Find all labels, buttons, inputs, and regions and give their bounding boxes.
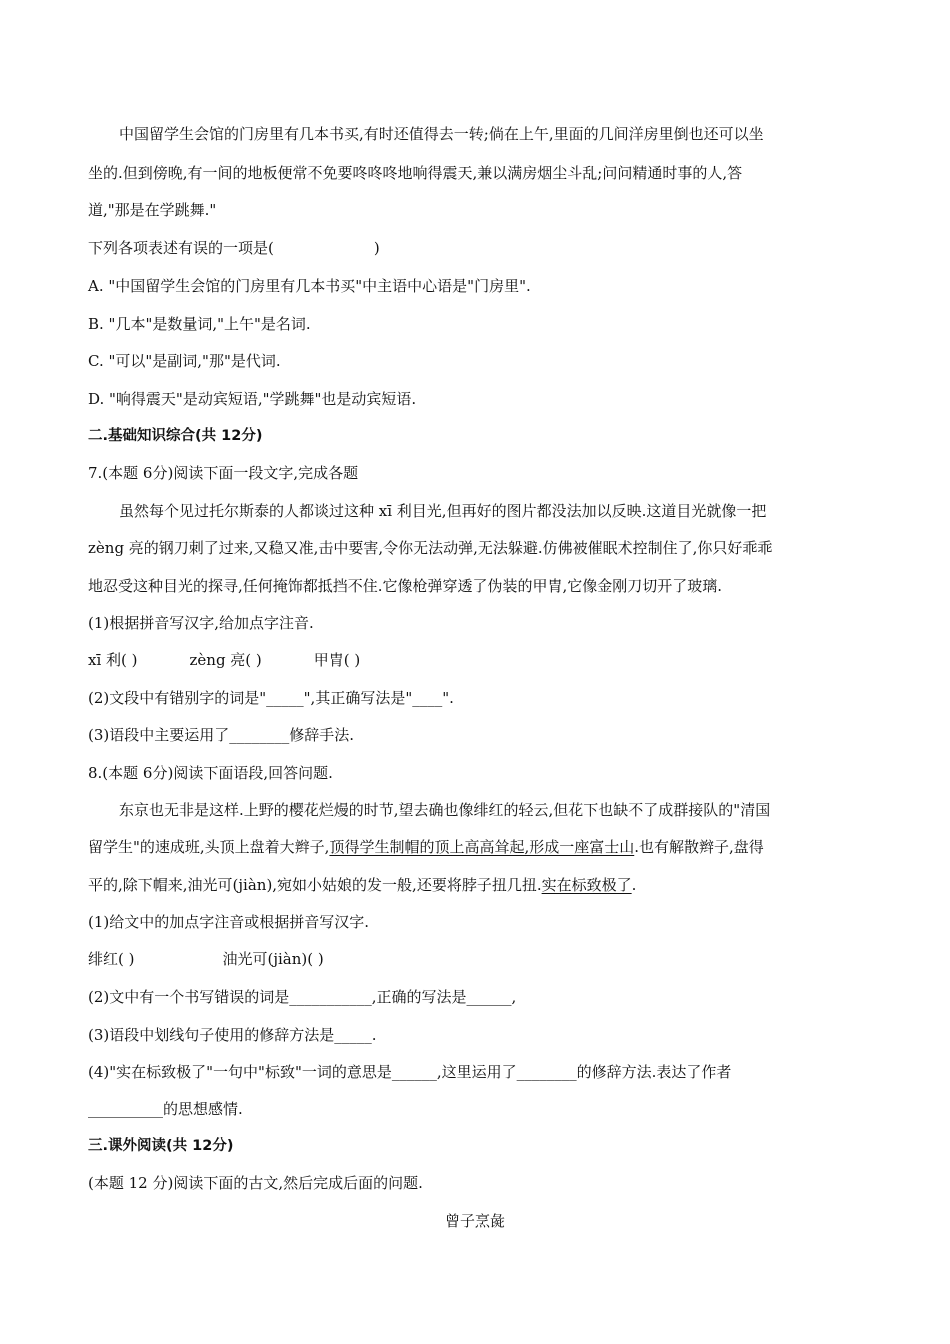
q8-paragraph-line1: 东京也无非是这样.上野的樱花烂熳的时节,望去确也像绯红的轻云,但花下也缺不了成群接队的"清国 bbox=[119, 801, 771, 819]
q6-option-a: A. "中国留学生会馆的门房里有几本书买"中主语中心语是"门房里". bbox=[88, 277, 531, 295]
q8-title: 8.(本题 6分)阅读下面语段,回答问题. bbox=[88, 764, 333, 782]
q7-blank-jiazhou: 甲胄( ) bbox=[313, 651, 361, 669]
q6-stem-text: 下列各项表述有误的一项是( bbox=[88, 239, 274, 257]
q7-blank-zeng: zèng 亮( ) bbox=[189, 651, 262, 669]
q7-blank-xi: xī 利( ) bbox=[88, 651, 138, 669]
q8-blank-row bbox=[88, 949, 324, 969]
q8-underlined-sentence-1: 顶得学生制帽的顶上高高耸起,形成一座富士山 bbox=[329, 838, 635, 856]
q9-passage-title: 曾子烹彘 bbox=[444, 1212, 505, 1230]
q7-title: 7.(本题 6分)阅读下面一段文字,完成各题 bbox=[88, 464, 359, 482]
q6-stem bbox=[88, 238, 380, 258]
section3-heading: 三.课外阅读(共 12分) bbox=[88, 1138, 234, 1154]
q8-paragraph-line2 bbox=[88, 837, 764, 857]
q9-intro: (本题 12 分)阅读下面的古文,然后完成后面的问题. bbox=[88, 1174, 423, 1192]
passage1-line2: 坐的.但到傍晚,有一间的地板便常不免要咚咚咚地响得震天,兼以满房烟尘斗乱;问问精通时事的人,答 bbox=[88, 164, 743, 182]
section2-heading: 二.基础知识综合(共 12分) bbox=[88, 428, 263, 444]
q8-subquestion-3: (3)语段中划线句子使用的修辞方法是_____. bbox=[88, 1026, 377, 1044]
q7-subquestion-3: (3)语段中主要运用了________修辞手法. bbox=[88, 726, 355, 744]
q7-paragraph-line1: 虽然每个见过托尔斯泰的人都谈过这种 xī 利目光,但再好的图片都没法加以反映.这道目光就像一把 bbox=[119, 502, 767, 520]
passage1-line1: 中国留学生会馆的门房里有几本书买,有时还值得去一转;倘在上午,里面的几间洋房里倒也还可以坐 bbox=[119, 125, 764, 143]
q7-blank-row bbox=[88, 650, 360, 670]
q6-stem-close: ) bbox=[373, 239, 380, 257]
q8-subquestion-4-cont: __________的思想感情. bbox=[88, 1100, 243, 1118]
q8-subquestion-1: (1)给文中的加点字注音或根据拼音写汉字. bbox=[88, 913, 370, 931]
q7-subquestion-2: (2)文段中有错别字的词是"_____",其正确写法是"____". bbox=[88, 689, 454, 707]
q8-subquestion-4: (4)"实在标致极了"一句中"标致"一词的意思是______,这里运用了________的修辞方法.表达了作者 bbox=[88, 1063, 732, 1081]
q6-option-d: D. "响得震天"是动宾短语,"学跳舞"也是动宾短语. bbox=[88, 390, 417, 408]
q7-paragraph-line3: 地忍受这种目光的探寻,任何掩饰都抵挡不住.它像枪弹穿透了伪装的甲胄,它像金刚刀切开了玻璃. bbox=[88, 577, 723, 595]
q8-line2-text-after: .也有解散辫子,盘得 bbox=[634, 838, 764, 856]
q8-line3-text-before: 平的,除下帽来,油光可(jiàn),宛如小姑娘的发一般,还要将脖子扭几扭. bbox=[88, 876, 542, 894]
q7-paragraph-line2: zèng 亮的钢刀刺了过来,又稳又准,击中要害,令你无法动弹,无法躲避.仿佛被催眠术控制住了,你只好乖乖 bbox=[88, 539, 773, 557]
q8-underlined-sentence-2: 实在标致极了 bbox=[541, 876, 632, 894]
passage1-line3: 道,"那是在学跳舞." bbox=[88, 201, 217, 219]
q6-option-b: B. "几本"是数量词,"上午"是名词. bbox=[88, 315, 311, 333]
q7-subquestion-1: (1)根据拼音写汉字,给加点字注音. bbox=[88, 614, 314, 632]
q8-line2-text-before: 留学生"的速成班,头顶上盘着大辫子, bbox=[88, 838, 330, 856]
q6-option-c: C. "可以"是副词,"那"是代词. bbox=[88, 352, 281, 370]
q8-subquestion-2: (2)文中有一个书写错误的词是___________,正确的写法是______, bbox=[88, 988, 517, 1006]
q8-blank-feihong: 绯红( ) bbox=[88, 950, 135, 968]
q8-blank-jian: 油光可(jiàn)( ) bbox=[222, 950, 324, 968]
q8-line3-text-after: . bbox=[631, 876, 637, 894]
q8-paragraph-line3 bbox=[88, 875, 636, 895]
